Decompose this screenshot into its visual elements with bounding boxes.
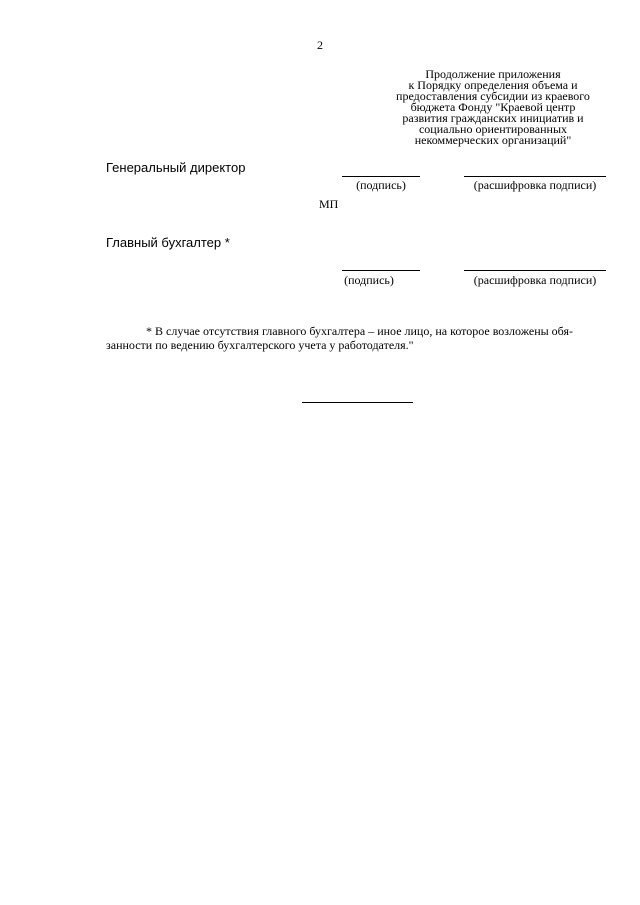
accountant-signature-line [342,270,420,271]
director-signature-caption: (подпись) [356,178,406,192]
director-label: Генеральный директор [106,160,246,175]
appendix-line: социально ориентированных [418,122,568,136]
accountant-signature-caption: (подпись) [344,273,394,287]
appendix-header [376,69,610,146]
appendix-line: предоставления субсидии из краевого [396,89,590,103]
appendix-line: развития гражданских инициатив и [402,111,584,125]
accountant-decoding-caption: (расшифровка подписи) [473,273,597,287]
director-signature-line [342,176,420,177]
appendix-line: некоммерческих организаций" [414,133,572,147]
accountant-label: Главный бухгалтер * [106,235,230,250]
appendix-line: Продолжение приложения [425,67,561,81]
appendix-line: бюджета Фонду "Краевой центр [410,100,576,114]
accountant-decoding-line [464,270,606,271]
director-decoding-caption: (расшифровка подписи) [473,178,597,192]
footnote-line-1: * В случае отсутствия главного бухгалтера – иное лицо, на которое возложены обя- [146,324,573,338]
director-decoding-line [464,176,606,177]
page-number: 2 [317,38,323,52]
appendix-line: к Порядку определения объема и [408,78,578,92]
end-divider [302,402,413,403]
stamp-placeholder: МП [319,197,339,211]
footnote [106,324,611,352]
footnote-line-2: занности по ведению бухгалтерского учета у работодателя." [106,338,414,352]
